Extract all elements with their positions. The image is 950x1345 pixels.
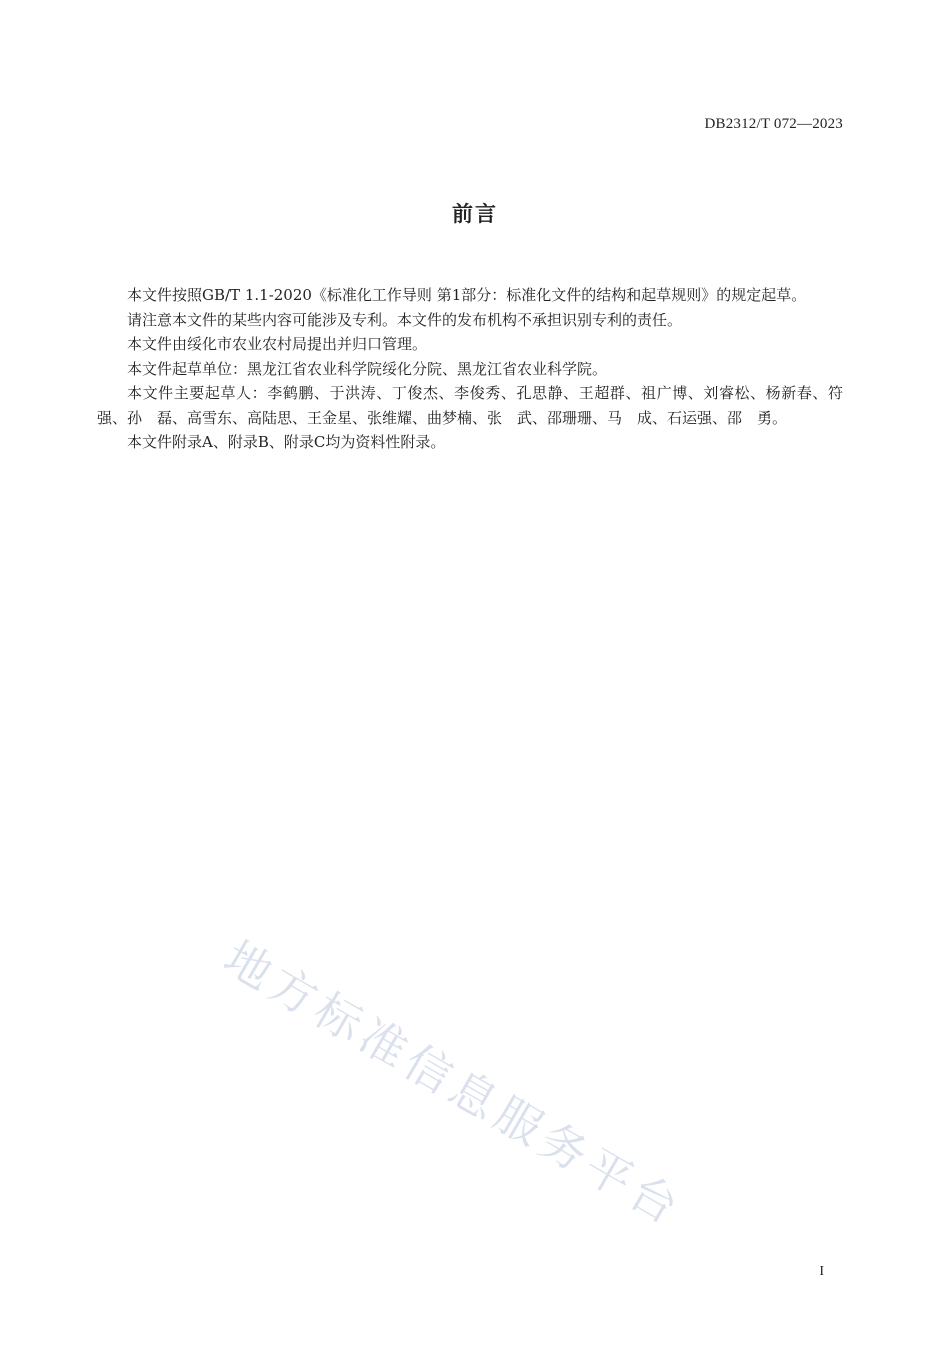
paragraph-drafting-rules: 本文件按照GB/T 1.1-2020《标准化工作导则 第1部分：标准化文件的结构和起草规则》的规定起草。	[127, 286, 807, 304]
paragraph-drafters: 本文件主要起草人：李鹤鹏、于洪涛、丁俊杰、李俊秀、孔思静、王超群、祖广博、刘睿松、杨新春、符 强、孙 磊、高雪东、高陆思、王金星、张维耀、曲梦楠、张 武、邵珊珊、马 成、石运强、邵 勇。	[97, 384, 859, 427]
watermark: 地方标准信息服务平台	[215, 930, 693, 1237]
paragraph-proposer: 本文件由绥化市农业农村局提出并归口管理。	[127, 335, 428, 353]
foreword-body	[97, 283, 859, 455]
paragraph-drafting-units: 本文件起草单位：黑龙江省农业科学院绥化分院、黑龙江省农业科学院。	[127, 359, 608, 378]
paragraph-appendices: 本文件附录A、附录B、附录C均为资料性附录。	[127, 433, 446, 451]
page-number: I	[819, 1264, 824, 1279]
page-title: 前言	[452, 202, 498, 226]
document-number: DB2312/T 072—2023	[704, 116, 843, 132]
paragraph-patent-notice: 请注意本文件的某些内容可能涉及专利。本文件的发布机构不承担识别专利的责任。	[127, 310, 683, 329]
